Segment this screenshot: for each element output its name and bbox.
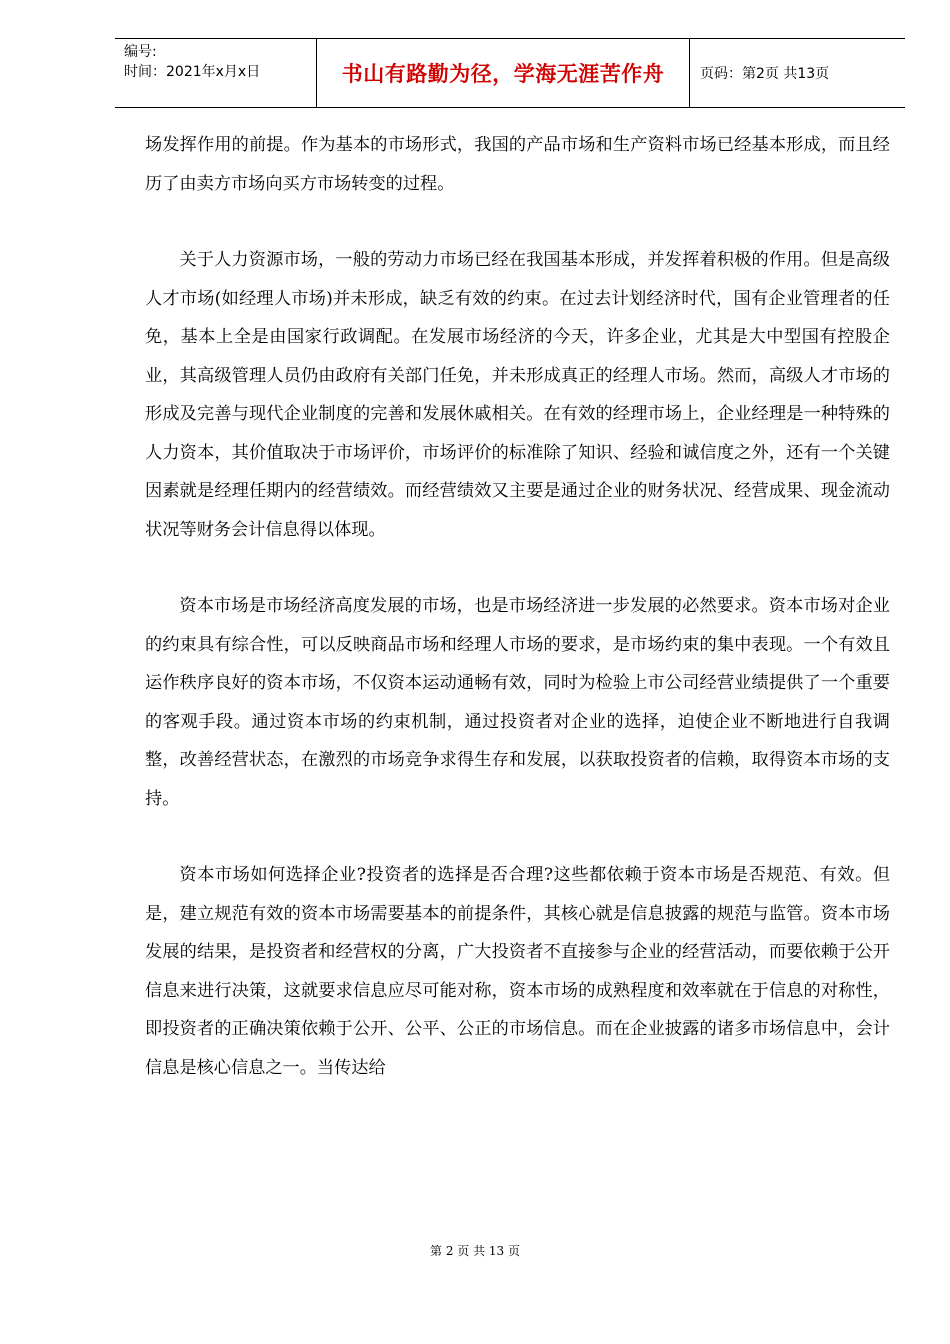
page-header <box>115 38 905 108</box>
header-page-cell <box>690 39 905 107</box>
paragraph-capital-market-selection: 资本市场如何选择企业?投资者的选择是否合理?这些都依赖于资本市场是否规范、有效。但是，建立规范有效的资本市场需要基本的前提条件，其核心就是信息披露的规范与监管。资本市场发展的结果，是投资者和经营权的分离，广大投资者不直接参与企业的经营活动，而要依赖于公开信息来进行决策，这就要求信息应尽可能对称，资本市场的成熟程度和效率就在于信息的对称性，即投资者的正确决策依赖于公开、公平、公正的市场信息。而在企业披露的诸多市场信息中，会计信息是核心信息之一。当传达给 <box>145 865 890 1078</box>
header-meta-cell <box>115 39 317 107</box>
document-body <box>145 126 890 1125</box>
header-motto-cell <box>317 39 690 107</box>
paragraph-capital-market: 资本市场是市场经济高度发展的市场，也是市场经济进一步发展的必然要求。资本市场对企业的约束具有综合性，可以反映商品市场和经理人市场的要求，是市场约束的集中表现。一个有效且运作秩序良好的资本市场，不仅资本运动通畅有效，同时为检验上市公司经营业绩提供了一个重要的客观手段。通过资本市场的约束机制，通过投资者对企业的选择，迫使企业不断地进行自我调整，改善经营状态，在激烈的市场竞争求得生存和发展，以获取投资者的信赖，取得资本市场的支持。 <box>145 596 890 809</box>
header-page-info: 页码：第2页 共13页 <box>700 66 830 82</box>
document-time-label: 时间：2021年x月x日 <box>124 64 261 80</box>
document-number-label: 编号: <box>124 44 157 60</box>
paragraph-continuation: 场发挥作用的前提。作为基本的市场形式，我国的产品市场和生产资料市场已经基本形成，而且经历了由卖方市场向买方市场转变的过程。 <box>145 135 890 194</box>
page-footer: 第 2 页 共 13 页 <box>430 1244 520 1258</box>
header-motto: 书山有路勤为径，学海无涯苦作舟 <box>341 62 665 86</box>
paragraph-human-resource-market: 关于人力资源市场，一般的劳动力市场已经在我国基本形成，并发挥着积极的作用。但是高级人才市场(如经理人市场)并未形成，缺乏有效的约束。在过去计划经济时代，国有企业管理者的任免，基本上全是由国家行政调配。在发展市场经济的今天，许多企业，尤其是大中型国有控股企业，其高级管理人员仍由政府有关部门任免，并未形成真正的经理人市场。然而，高级人才市场的形成及完善与现代企业制度的完善和发展休戚相关。在有效的经理市场上，企业经理是一种特殊的人力资本，其价值取决于市场评价，市场评价的标准除了知识、经验和诚信度之外，还有一个关键因素就是经理任期内的经营绩效。而经营绩效又主要是通过企业的财务状况、经营成果、现金流动状况等财务会计信息得以体现。 <box>145 250 890 540</box>
